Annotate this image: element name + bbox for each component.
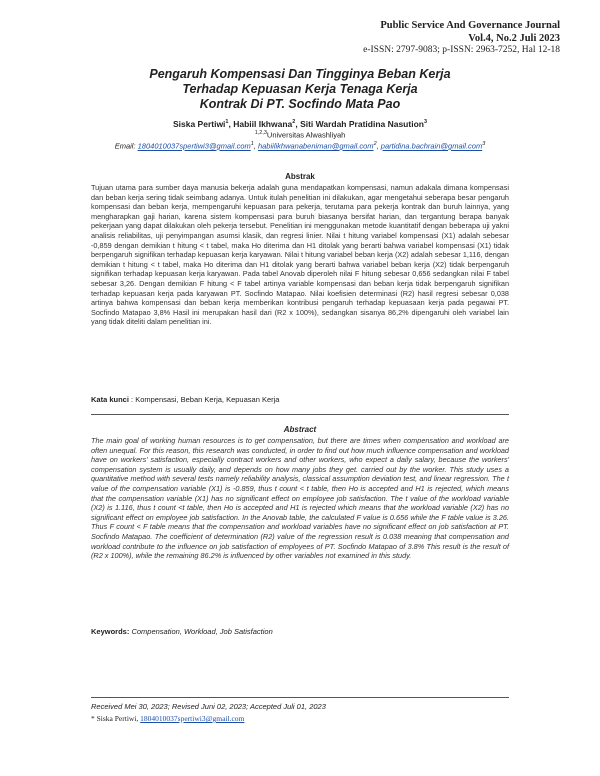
journal-volume: Vol.4, No.2 Juli 2023 — [468, 33, 560, 44]
divider — [91, 414, 509, 415]
corresponding-email-link[interactable]: 1804010037spertiwi3@gmail.com — [140, 714, 245, 723]
corresponding-author: * Siska Pertiwi, 1804010037spertiwi3@gmail.com — [91, 714, 245, 723]
journal-name: Public Service And Governance Journal — [380, 20, 560, 31]
received-dates: Received Mei 30, 2023; Revised Juni 02, 2023; Accepted Juli 01, 2023 — [91, 702, 326, 711]
affiliation: $^{1,2,3}$Universitas Alwashliyah — [254, 130, 346, 140]
author-name: Habiil Ikhwana — [233, 119, 293, 129]
abstrak-text: Tujuan utama para sumber daya manusia bekerja adalah guna mendapatkan kompensasi, namun adakala dimana kompensasi dan beban kerja sering tidak seimbang adanya. Untuk itulah penelitian ini dilakukan, agar mengetahui seberapa besar pengaruh kompensasi dan beban kerja, mempengaruhi kepuasan para pekerja, terutama para pekerja kontrak dan buruh lainnya, yang mengharapkan gaji harian, karena sistem kompensasi para buruh biasanya bersifat harian, dan tergantung berapa banyak pekerjaan yang dapat dilakukan oleh pekerja tersebut. Penelitian ini menggunakan metode kuantitatif dengan beberapa uji yakni analisis reliabilitas, uji penyimpangan asumsi klasik, dan regresi linier. Nilai t hitung variabel kompensasi (X1) adalah sebesar -0,859 dengan demikian t hitung < t tabel, maka Ho diterima dan H1 ditolak yang berarti bahwa variabel kompensasi (X1) tidak berpengaruh signifikan terhadap kepuasan kerja karyawan. Nilai t hitung variabel beban kerja (X2) adalah sebesar 1,116, dengan demikian t hitung < t tabel, maka Ho diterima dan H1 ditolak yang berarti bahwa variabel beban kerja (X2) tidak berpengaruh signifikan terhadap kepuasan kerja karyawan. Pada tabel Anovab diperoleh nilai F hitung sebesar 0,656 sedangkan nilai F tabel sebesar 3,26. Dengan demikian F hitung < F tabel artinya variable kompensasi dan beban kerja tidak berpengaruh signifikan terhadap kepuasan kerja pada karyawan PT. Socfindo Matapao. Nilai koefisien determinasi (R2) hasil regresi sebesar 0,038 artinya bahwa kompensasi dan beban kerja memberikan kontribusi pengaruh terhadap kepuasaan kerja pada pegawai PT. Socfindo Matapao 3,8% Hasil ini merupakan hasil dari (R2 x 100%), sedangkan sisanya 86,2% dipengaruhi oleh variabel lain yang tidak diteliti dalam penelitian ini. — [91, 183, 509, 327]
abstrak-heading: Abstrak — [285, 172, 315, 181]
paper-title — [60, 67, 540, 112]
abstract-heading: Abstract — [283, 425, 317, 434]
author-name: Siska Pertiwi — [172, 119, 226, 129]
footer-divider — [91, 697, 509, 698]
title-line: Kontrak Di PT. Socfindo Mata Pao — [199, 97, 401, 111]
kata-kunci: Kata kunci : Kompensasi, Beban Kerja, Kepuasan Kerja — [91, 395, 280, 404]
title-line: Terhadap Kepuasan Kerja Tenaga Kerja — [182, 82, 418, 96]
title-line: Pengaruh Kompensasi Dan Tingginya Beban Kerja — [149, 67, 451, 81]
journal-issn: e-ISSN: 2797-9083; p-ISSN: 2963-7252, Hal 12-18 — [363, 45, 560, 55]
author-list: Siska Pertiwi$^1$, Habiil Ikhwana$^2$, Siti Wardah Pratidina Nasution$^3$ — [172, 119, 428, 129]
author-name: Siti Wardah Pratidina Nasution — [300, 119, 424, 129]
email-line: Email: 1804010037spertiwi3@gmail.com$^1$, habiilikhwanabeniman@gmail.com$^2$, partidina.bachrain@gmail.com$^3$ — [114, 141, 486, 151]
email-link[interactable]: partidina.bachrain@gmail.com — [380, 141, 483, 151]
email-link[interactable]: habiilikhwanabeniman@gmail.com — [257, 141, 374, 151]
keywords: Keywords: Compensation, Workload, Job Satisfaction — [91, 627, 273, 636]
email-link[interactable]: 1804010037spertiwi3@gmail.com — [137, 141, 251, 151]
abstract-text: The main goal of working human resources is to get compensation, but there are times when compensation and workload are often unequal. For this reason, this research was conducted, in order to find out how much influence compensation and workload have on workers' satisfaction, especially contract workers and other workers, who expect a daily salary, because the workers' compensation system is usually daily, and depends on how many jobs they get. carried out by the worker. This study uses a quantitative method with several tests namely reliability analysis, classical assumption deviation test, and linear regression. The t value of the compensation variable (X1) is -0.859, thus t count < t table, then Ho is accepted and H1 is rejected, which means that the compensation variable (X1) has no significant effect on employee job satisfaction. The t value of the workload variable (X2) is 1.116, thus t count <t table, then Ho is accepted and H1 is rejected which means that the workload variable (X2) has no significant effect on employee job satisfaction. In the Anovab table, the calculated F value is 0.656 while the F table value is 3.26. Thus F count < F table means that the compensation and workload variables have no significant effect on job satisfaction at PT. Socfindo Matapao. The coefficient of determination (R2) value of the regression result is 0.038 meaning that compensation and workload contribute to the influence on job satisfaction of employees of PT. Socfindo Matapao of 3.8% This result is the result of (R2 x 100%), while the remaining 86.2% is influenced by other variables not examined in this study. — [91, 436, 509, 561]
